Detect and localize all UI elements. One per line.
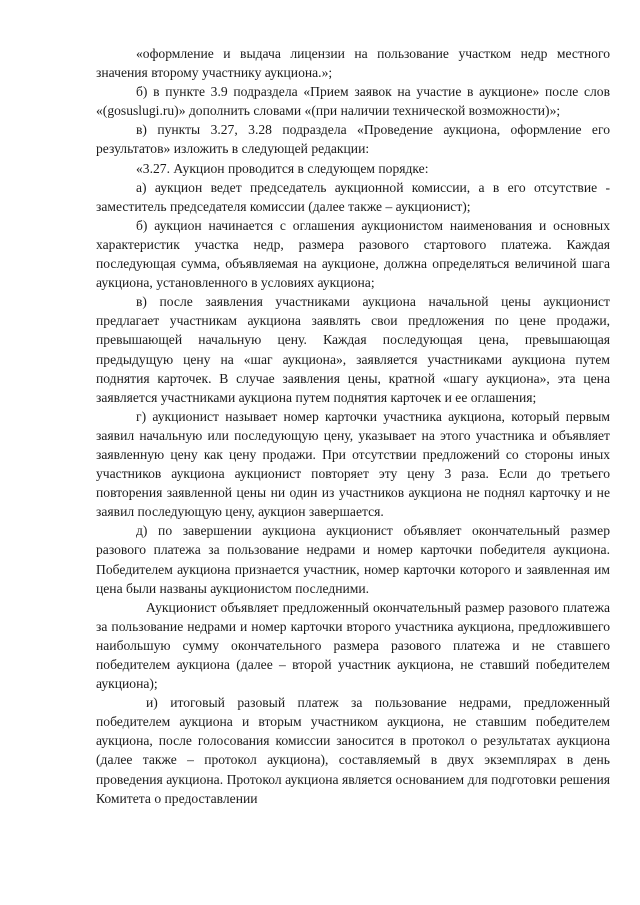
paragraph-b-point-3-9: б) в пункте 3.9 подраздела «Прием заявок на участие в аукционе» после слов «(gosuslugi.ru)» дополнить словами «(при наличии технической возможности)»;	[96, 84, 610, 119]
paragraph-license-issue: «оформление и выдача лицензии на пользование участком недр местного значения второму участнику аукциона.»;	[96, 46, 610, 81]
paragraph-b-auction-start: б) аукцион начинается с оглашения аукционистом наименования и основных характеристик участка недр, размера разового стартового платежа. Каждая последующая сумма, объявляемая на аукционе, должна определяться величиной шага аукциона, установленного в условиях аукциона;	[96, 217, 610, 291]
paragraph-v-points-3-27-3-28: в) пункты 3.27, 3.28 подраздела «Проведение аукциона, оформление его результатов» изложить в следующей редакции:	[96, 122, 610, 157]
paragraph-d-auction-end: д) по завершении аукциона аукционист объявляет окончательный размер разового платежа за пользование недрами и номер карточки победителя аукциона. Победителем аукциона признается участник, номер карточки которого и заявленная им цена были названы аукционистом последними.	[96, 523, 610, 596]
paragraph-3-27-heading: «3.27. Аукцион проводится в следующем порядке:	[136, 160, 429, 176]
paragraph-i-final-payment: и) итоговый разовый платеж за пользование недрами, предложенный победителем аукциона и вторым участником аукциона, не ставшим победителем аукциона, после голосования комиссии заносится в протокол о результатах аукциона (далее также – протокол аукциона), составляемый в двух экземплярах в день проведения аукциона. Протокол аукциона является основанием для подготовки решения Комитета о предоставлении	[96, 695, 610, 806]
paragraph-g-card-number: г) аукционист называет номер карточки участника аукциона, который первым заявил начальную или последующую цену, указывает на этого участника и объявляет заявленную цену как цену продажи. При отсутствии предложений со стороны иных участников аукциона аукционист повторяет эту цену 3 раза. Если до третьего повторения заявленной цены ни один из участников аукциона не поднял карточку и не заявил последующую цену, аукцион завершается.	[96, 408, 610, 520]
paragraph-v-price-offers: в) после заявления участниками аукциона начальной цены аукционист предлагает участникам аукциона заявлять свои предложения по цене продажи, превышающей начальную цену. Каждая последующая цена, превышающая предыдущую цену на «шаг аукциона», заявляется участниками аукциона путем поднятия карточек. В случае заявления цены, кратной «шагу аукциона», эта цена заявляется участниками аукциона путем поднятия карточек и ее оглашения;	[96, 294, 610, 405]
paragraph-a-auctioneer: а) аукцион ведет председатель аукционной комиссии, а в его отсутствие - заместитель председателя комиссии (далее также – аукционист);	[96, 179, 610, 214]
paragraph-second-participant: Аукционист объявляет предложенный окончательный размер разового платежа за пользование недрами и номер карточки второго участника аукциона, предложившего наибольшую сумму окончательного размера разового платежа и не ставшего победителем аукциона (далее – второй участник аукциона, не ставший победителем аукциона);	[96, 599, 610, 692]
